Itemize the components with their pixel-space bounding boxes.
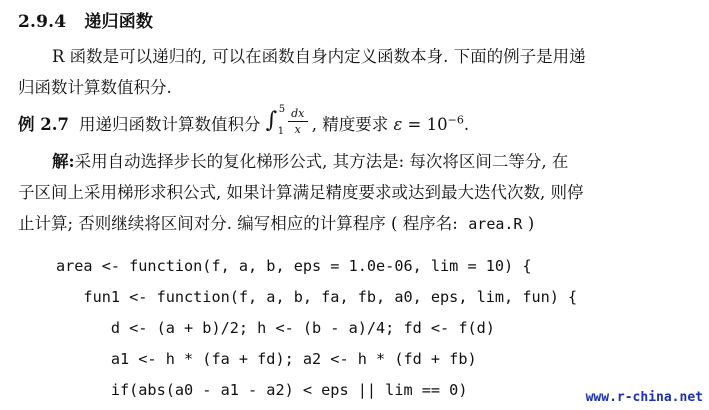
example-statement [18, 104, 470, 138]
solution-line-3-end: ) [527, 214, 535, 233]
section-heading [18, 7, 153, 32]
integrand-numerator: dx [291, 107, 305, 120]
intro-line-1: R 函数是可以递归的, 可以在函数自身内定义函数本身. 下面的例子是用递 [52, 47, 586, 66]
solution-line-1: 采用自动选择步长的复化梯形公式, 其方法是: 每次将区间二等分, 在 [74, 152, 569, 171]
section-number: 2.9.4 [18, 12, 67, 32]
integrand-denominator: x [294, 123, 301, 136]
intro-line-2: 归函数计算数值积分. [18, 78, 172, 97]
epsilon-exponent: −6 [447, 113, 464, 127]
code-line: d <- (a + b)/2; h <- (b - a)/4; fd <- f(d) [56, 319, 495, 337]
site-watermark: www.r-china.net [585, 390, 703, 405]
integral-upper-limit: 5 [278, 104, 286, 115]
example-text: 用递归函数计算数值积分 [78, 115, 261, 134]
program-filename: area.R [468, 215, 523, 233]
precision-text: , 精度要求 [311, 115, 389, 134]
epsilon-equals: = 10 [402, 115, 448, 134]
intro-paragraph [18, 41, 703, 103]
solution-line-2: 子区间上采用梯形求积公式, 如果计算满足精度要求或达到最大迭代次数, 则停 [18, 183, 584, 202]
code-line: fun1 <- function(f, a, b, fa, fb, a0, eps, lim, fun) { [56, 288, 578, 306]
code-line: area <- function(f, a, b, eps = 1.0e-06, lim = 10) { [56, 257, 532, 275]
code-line: a1 <- h * (fa + fd); a2 <- h * (fd + fb) [56, 350, 477, 368]
integrand-fraction [288, 107, 308, 136]
integral-lower-limit: 1 [277, 126, 285, 137]
example-label: 例 2.7 [18, 115, 69, 134]
integral-expression [265, 104, 312, 138]
integral-sign: ∫ [265, 108, 278, 133]
solution-line-3: 止计算; 否则继续将区间对分. 编写相应的计算程序 ( 程序名: [18, 214, 458, 233]
solution-paragraph [18, 146, 583, 240]
code-line: if(abs(a0 - a1 - a2) < eps || lim == 0) [56, 381, 468, 399]
code-block [56, 251, 577, 406]
epsilon-symbol: ε [393, 115, 403, 134]
section-title: 递归函数 [84, 12, 154, 32]
solution-label: 解: [52, 152, 75, 171]
example-period: . [463, 115, 470, 134]
